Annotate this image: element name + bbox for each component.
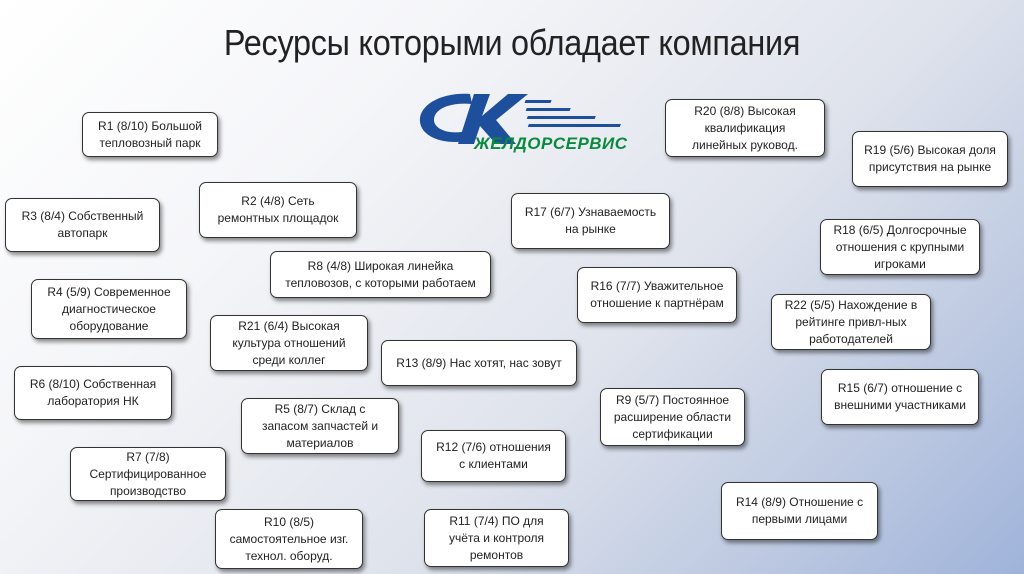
resource-r1: R1 (8/10) Большой тепловозный парк xyxy=(82,112,218,157)
resource-r22: R22 (5/5) Нахождение в рейтинге привл-ных работодателей xyxy=(771,294,931,350)
resource-r2: R2 (4/8) Сеть ремонтных площадок xyxy=(199,182,357,238)
resource-r6: R6 (8/10) Собственная лаборатория НК xyxy=(14,366,172,420)
resource-r14: R14 (8/9) Отношение с первыми лицами xyxy=(721,482,878,540)
resource-r5: R5 (8/7) Склад с запасом запчастей и материалов xyxy=(241,398,399,454)
resource-r12: R12 (7/6) отношения с клиентами xyxy=(421,430,566,482)
resource-r17: R17 (6/7) Узнаваемость на рынке xyxy=(511,193,670,249)
resource-r19: R19 (5/6) Высокая доля присутствия на рынке xyxy=(852,131,1008,187)
resource-r10: R10 (8/5) самостоятельное изг. технол. оборуд. xyxy=(215,509,363,569)
resource-r15: R15 (6/7) отношение с внешними участниками xyxy=(821,369,979,425)
resource-r20: R20 (8/8) Высокая квалификация линейных руковод. xyxy=(665,99,825,157)
resource-r7: R7 (7/8) Сертифицированное производство xyxy=(70,447,226,501)
logo-text: ЖЕЛДОРСЕРВИС xyxy=(474,134,628,153)
resource-r11: R11 (7/4) ПО для учёта и контроля ремонтов xyxy=(424,509,569,567)
resource-r3: R3 (8/4) Собственный автопарк xyxy=(5,198,160,252)
resource-r13: R13 (8/9) Нас хотят, нас зовут xyxy=(381,340,577,386)
resource-r9: R9 (5/7) Постоянное расширение области сертификации xyxy=(600,388,745,446)
resource-r16: R16 (7/7) Уважительное отношение к партнёрам xyxy=(577,267,737,323)
resource-r21: R21 (6/4) Высокая культура отношений среди коллег xyxy=(210,315,368,371)
resource-r4: R4 (5/9) Современное диагностическое оборудование xyxy=(31,279,187,339)
resource-r18: R18 (6/5) Долгосрочные отношения с крупными игроками xyxy=(820,219,980,275)
page-title: Ресурсы которыми обладает компания xyxy=(223,22,801,63)
resource-r8: R8 (4/8) Широкая линейка тепловозов, с которыми работаем xyxy=(270,251,491,298)
company-logo xyxy=(412,88,652,156)
